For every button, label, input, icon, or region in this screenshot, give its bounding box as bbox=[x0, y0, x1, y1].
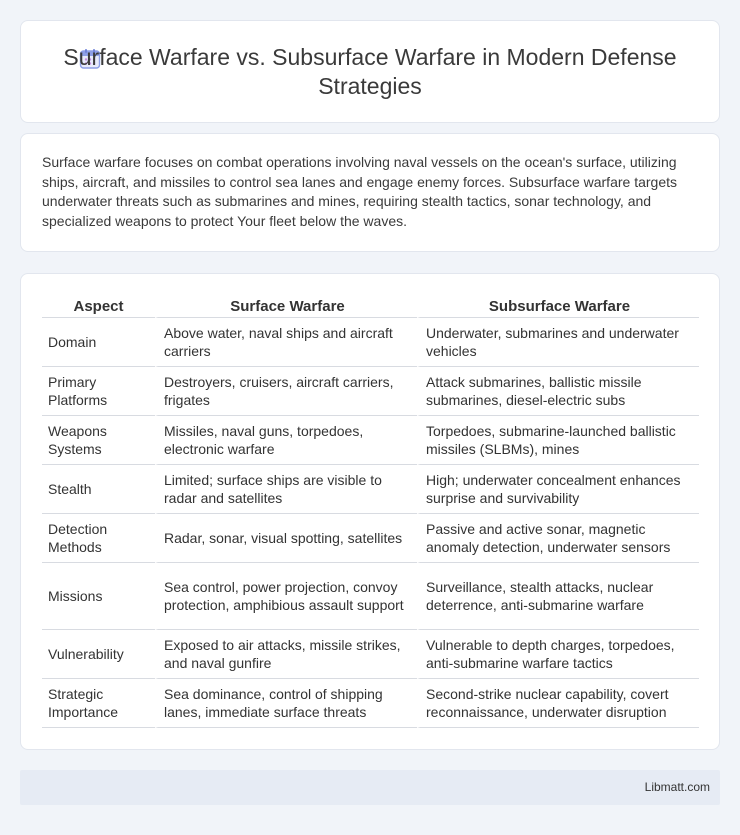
subsurface-cell: Torpedoes, submarine-launched ballistic missiles (SLBMs), mines bbox=[417, 416, 699, 465]
table-row bbox=[42, 416, 699, 465]
table-row bbox=[42, 630, 699, 679]
surface-cell: Exposed to air attacks, missile strikes, and naval gunfire bbox=[155, 630, 417, 679]
footer-brand[interactable]: Libmatt.com bbox=[644, 780, 710, 794]
footer bbox=[20, 770, 720, 805]
surface-cell: Limited; surface ships are visible to radar and satellites bbox=[155, 465, 417, 514]
table-row bbox=[42, 465, 699, 514]
aspect-cell: Domain bbox=[42, 318, 155, 367]
surface-cell: Destroyers, cruisers, aircraft carriers, frigates bbox=[155, 367, 417, 416]
aspect-cell: Vulnerability bbox=[42, 630, 155, 679]
aspect-cell: Strategic Importance bbox=[42, 679, 155, 728]
comparison-card bbox=[20, 273, 720, 750]
header-aspect: Aspect bbox=[42, 296, 155, 318]
table-row bbox=[42, 367, 699, 416]
subsurface-cell: Passive and active sonar, magnetic anomaly detection, underwater sensors bbox=[417, 514, 699, 563]
header-subsurface-warfare: Subsurface Warfare bbox=[417, 296, 699, 318]
surface-cell: Radar, sonar, visual spotting, satellites bbox=[155, 514, 417, 563]
aspect-cell: Detection Methods bbox=[42, 514, 155, 563]
aspect-cell: Stealth bbox=[42, 465, 155, 514]
header-surface-warfare: Surface Warfare bbox=[155, 296, 417, 318]
subsurface-cell: Second-strike nuclear capability, covert reconnaissance, underwater disruption bbox=[417, 679, 699, 728]
table-row bbox=[42, 679, 699, 728]
page-title: Surface Warfare vs. Subsurface Warfare in Modern Defense Strategies bbox=[63, 44, 677, 99]
aspect-cell: Weapons Systems bbox=[42, 416, 155, 465]
subsurface-cell: Underwater, submarines and underwater vehicles bbox=[417, 318, 699, 367]
intro-card bbox=[20, 133, 720, 252]
aspect-cell: Missions bbox=[42, 563, 155, 630]
subsurface-cell: High; underwater concealment enhances surprise and survivability bbox=[417, 465, 699, 514]
comparison-table bbox=[42, 296, 699, 728]
table-row bbox=[42, 514, 699, 563]
surface-cell: Sea control, power projection, convoy protection, amphibious assault support bbox=[155, 563, 417, 630]
surface-cell: Sea dominance, control of shipping lanes, immediate surface threats bbox=[155, 679, 417, 728]
table-row bbox=[42, 563, 699, 630]
subsurface-cell: Vulnerable to depth charges, torpedoes, anti-submarine warfare tactics bbox=[417, 630, 699, 679]
subsurface-cell: Attack submarines, ballistic missile submarines, diesel-electric subs bbox=[417, 367, 699, 416]
intro-paragraph: Surface warfare focuses on combat operations involving naval vessels on the ocean's surface, utilizing ships, aircraft, and missiles to control sea lanes and engage enemy forces. Subsurface warfare targets underwater threats such as submarines and mines, requiring stealth tactics, sonar technology, and specialized weapons to protect Your fleet below the waves. bbox=[42, 154, 677, 229]
table-header-row bbox=[42, 296, 699, 318]
surface-cell: Above water, naval ships and aircraft carriers bbox=[155, 318, 417, 367]
aspect-cell: Primary Platforms bbox=[42, 367, 155, 416]
surface-cell: Missiles, naval guns, torpedoes, electronic warfare bbox=[155, 416, 417, 465]
title-card bbox=[20, 20, 720, 123]
table-row bbox=[42, 318, 699, 367]
subsurface-cell: Surveillance, stealth attacks, nuclear deterrence, anti-submarine warfare bbox=[417, 563, 699, 630]
